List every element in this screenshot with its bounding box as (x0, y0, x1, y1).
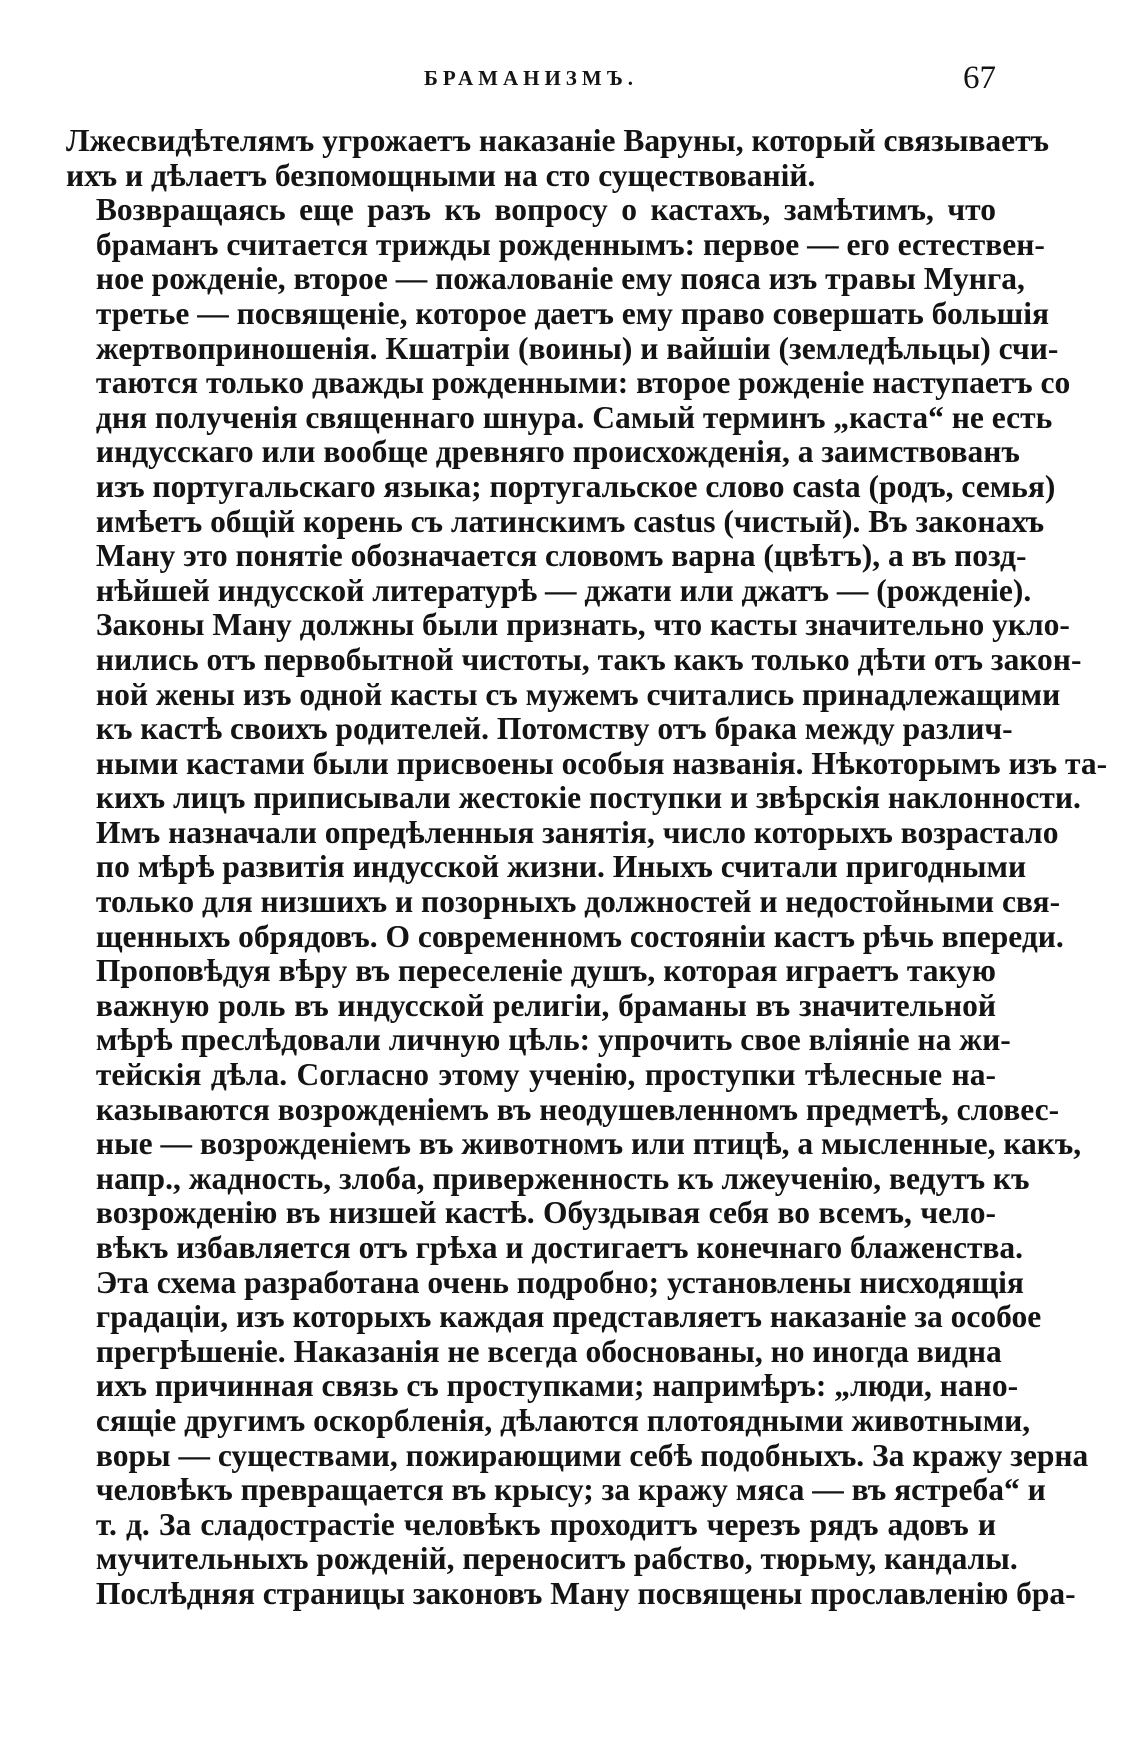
text-line: ными кастами были присвоены особыя названія. Нѣкоторымъ изъ та- (95, 745, 1108, 781)
text-line: Послѣдняя страницы законовъ Ману посвящены прославленію бра- (95, 1575, 1076, 1611)
page-number: 67 (963, 60, 996, 96)
text-line: къ кастѣ своихъ родителей. Потомству отъ брака между различ- (95, 711, 1013, 747)
paragraph (66, 607, 1108, 954)
text-line: ихъ и дѣлаетъ безпомощными на сто существованій. (66, 157, 816, 193)
text-line: напр., жадность, злоба, приверженность къ лжеученію, ведутъ къ (95, 1160, 1030, 1196)
book-page (66, 60, 1108, 1612)
text-line: Эта схема разработана очень подробно; установлены нисходящія (95, 1264, 1024, 1300)
text-line: Лжесвидѣтелямъ угрожаетъ наказаніе Варуны, который связываетъ (66, 123, 1049, 158)
text-line: Проповѣдуя вѣру въ переселеніе душъ, которая играетъ такую (95, 953, 996, 989)
text-line: градаціи, изъ которыхъ каждая представляетъ наказаніе за особое (95, 1299, 1042, 1335)
text-line: изъ португальскаго языка; португальское слово casta (родъ, семья) (95, 468, 1056, 504)
text-line: кихъ лицъ приписывали жестокіе поступки и звѣрскія наклонности. (95, 780, 1081, 816)
text-line: возрожденію въ низшей кастѣ. Обуздывая себя во всемъ, чело- (95, 1195, 996, 1231)
text-line: дня полученія священнаго шнура. Самый терминъ „каста“ не есть (95, 399, 1053, 435)
text-line: воры — существами, пожирающими себѣ подобныхъ. За кражу зерна (95, 1437, 1089, 1473)
text-line: таются только дважды рожденными: второе рожденіе наступаетъ со (95, 365, 1071, 401)
text-line: казываются возрожденіемъ въ неодушевленномъ предметѣ, словес- (95, 1091, 1060, 1127)
text-line: тейскія дѣла. Согласно этому ученію, проступки тѣлесные на- (95, 1057, 996, 1093)
text-line: прегрѣшеніе. Наказанія не всегда обоснованы, но иногда видна (95, 1333, 1002, 1369)
text-line: третье — посвященіе, которое даетъ ему право совершать большія (95, 295, 1050, 331)
text-line: только для низшихъ и позорныхъ должностей и недостойными свя- (95, 884, 1061, 920)
text-line: мѣрѣ преслѣдовали личную цѣль: упрочить свое вліяніе на жи- (95, 1022, 1011, 1058)
text-line: индусскаго или вообще древняго происхожденія, а заимствованъ (95, 434, 1020, 470)
text-line: по мѣрѣ развитія индусской жизни. Иныхъ считали пригодными (95, 849, 1027, 885)
body-text (66, 123, 1108, 1612)
text-line: сящіе другимъ оскорбленія, дѣлаются плотоядными животными, (95, 1402, 1031, 1438)
text-line: ное рожденіе, второе — пожалованіе ему пояса изъ травы Мунга, (95, 261, 1025, 297)
paragraph (66, 192, 1071, 608)
page-header (66, 60, 996, 108)
text-line: ихъ причинная связь съ проступками; напримѣръ: „люди, нано- (95, 1368, 1019, 1404)
text-line: ной жены изъ одной касты съ мужемъ считались принадлежащими (95, 676, 1061, 712)
text-line: важную роль въ индусской религіи, браманы въ значительной (95, 987, 996, 1023)
text-line: Возвращаясь еще разъ къ вопросу о кастахъ, замѣтимъ, что (95, 192, 996, 228)
text-line: Законы Ману должны были признать, что касты значительно укло- (95, 607, 1070, 643)
text-line: щенныхъ обрядовъ. О современномъ состояніи кастъ рѣчь впереди. (95, 918, 1064, 954)
text-line: браманъ считается трижды рожденнымъ: первое — его естествен- (95, 226, 1045, 262)
running-title: БРАМАНИЗМЪ. (423, 66, 639, 90)
paragraph (66, 123, 1049, 193)
text-line: мучительныхъ рожденій, переноситъ рабство, тюрьму, кандалы. (95, 1541, 1018, 1577)
text-line: т. д. За сладострастіе человѣкъ проходитъ черезъ рядъ адовъ и (95, 1506, 996, 1542)
text-line: Имъ назначали опредѣленныя занятія, число которыхъ возрастало (95, 814, 1059, 850)
text-line: нились отъ первобытной чистоты, такъ какъ только дѣти отъ закон- (95, 641, 1082, 677)
text-line: имѣетъ общій корень съ латинскимъ castus (чистый). Въ законахъ (95, 503, 1045, 539)
text-line: нѣйшей индусской литературѣ — джати или джатъ — (рожденіе). (95, 572, 1032, 608)
paragraph (66, 953, 1089, 1611)
text-line: Ману это понятіе обозначается словомъ варна (цвѣтъ), а въ позд- (95, 538, 1027, 574)
text-line: ные — возрожденіемъ въ животномъ или птицѣ, а мысленные, какъ, (95, 1126, 1082, 1162)
text-line: жертвоприношенія. Кшатріи (воины) и вайшіи (земледѣльцы) счи- (95, 330, 1059, 366)
text-line: вѣкъ избавляется отъ грѣха и достигаетъ конечнаго блаженства. (95, 1230, 1024, 1265)
text-line: человѣкъ превращается въ крысу; за кражу мяса — въ ястреба“ и (95, 1472, 1046, 1508)
